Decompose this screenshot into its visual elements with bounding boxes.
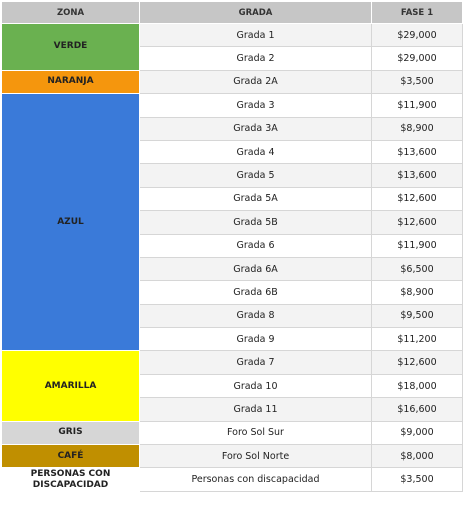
price-cell: $9,500	[372, 304, 463, 327]
grada-cell: Grada 6	[140, 234, 372, 257]
table-row	[2, 70, 463, 93]
header-grada: GRADA	[140, 2, 372, 24]
price-cell: $8,900	[372, 117, 463, 140]
grada-cell: Grada 1	[140, 24, 372, 47]
header-fase: FASE 1	[372, 2, 463, 24]
grada-cell: Grada 4	[140, 140, 372, 163]
grada-cell: Grada 11	[140, 398, 372, 421]
grada-cell: Grada 9	[140, 328, 372, 351]
zone-cell: PERSONAS CON DISCAPACIDAD	[2, 468, 140, 491]
price-cell: $3,500	[372, 70, 463, 93]
price-cell: $8,000	[372, 445, 463, 468]
table-row	[2, 24, 463, 47]
table-row	[2, 351, 463, 374]
grada-cell: Grada 7	[140, 351, 372, 374]
table-row	[2, 421, 463, 444]
grada-cell: Grada 5	[140, 164, 372, 187]
price-table	[1, 1, 463, 492]
grada-cell: Foro Sol Sur	[140, 421, 372, 444]
price-cell: $13,600	[372, 164, 463, 187]
table-row	[2, 468, 463, 491]
table-body	[2, 24, 463, 492]
table-row	[2, 94, 463, 117]
grada-cell: Grada 3A	[140, 117, 372, 140]
price-cell: $11,900	[372, 234, 463, 257]
grada-cell: Personas con discapacidad	[140, 468, 372, 491]
header-zona: ZONA	[2, 2, 140, 24]
grada-cell: Grada 5B	[140, 211, 372, 234]
grada-cell: Foro Sol Norte	[140, 445, 372, 468]
grada-cell: Grada 2	[140, 47, 372, 70]
price-cell: $29,000	[372, 47, 463, 70]
price-cell: $11,900	[372, 94, 463, 117]
price-cell: $6,500	[372, 257, 463, 280]
grada-cell: Grada 2A	[140, 70, 372, 93]
price-cell: $11,200	[372, 328, 463, 351]
grada-cell: Grada 8	[140, 304, 372, 327]
price-cell: $12,600	[372, 187, 463, 210]
grada-cell: Grada 10	[140, 374, 372, 397]
price-cell: $12,600	[372, 211, 463, 234]
grada-cell: Grada 6A	[140, 257, 372, 280]
price-cell: $8,900	[372, 281, 463, 304]
table-row	[2, 445, 463, 468]
grada-cell: Grada 3	[140, 94, 372, 117]
price-cell: $29,000	[372, 24, 463, 47]
grada-cell: Grada 6B	[140, 281, 372, 304]
price-cell: $18,000	[372, 374, 463, 397]
header-row	[2, 2, 463, 24]
zone-cell: GRIS	[2, 421, 140, 444]
price-cell: $13,600	[372, 140, 463, 163]
zone-cell: AMARILLA	[2, 351, 140, 421]
zone-cell: VERDE	[2, 24, 140, 71]
price-cell: $3,500	[372, 468, 463, 491]
price-cell: $12,600	[372, 351, 463, 374]
zone-cell: NARANJA	[2, 70, 140, 93]
price-cell: $16,600	[372, 398, 463, 421]
zone-cell: AZUL	[2, 94, 140, 351]
zone-cell: CAFÉ	[2, 445, 140, 468]
price-cell: $9,000	[372, 421, 463, 444]
grada-cell: Grada 5A	[140, 187, 372, 210]
